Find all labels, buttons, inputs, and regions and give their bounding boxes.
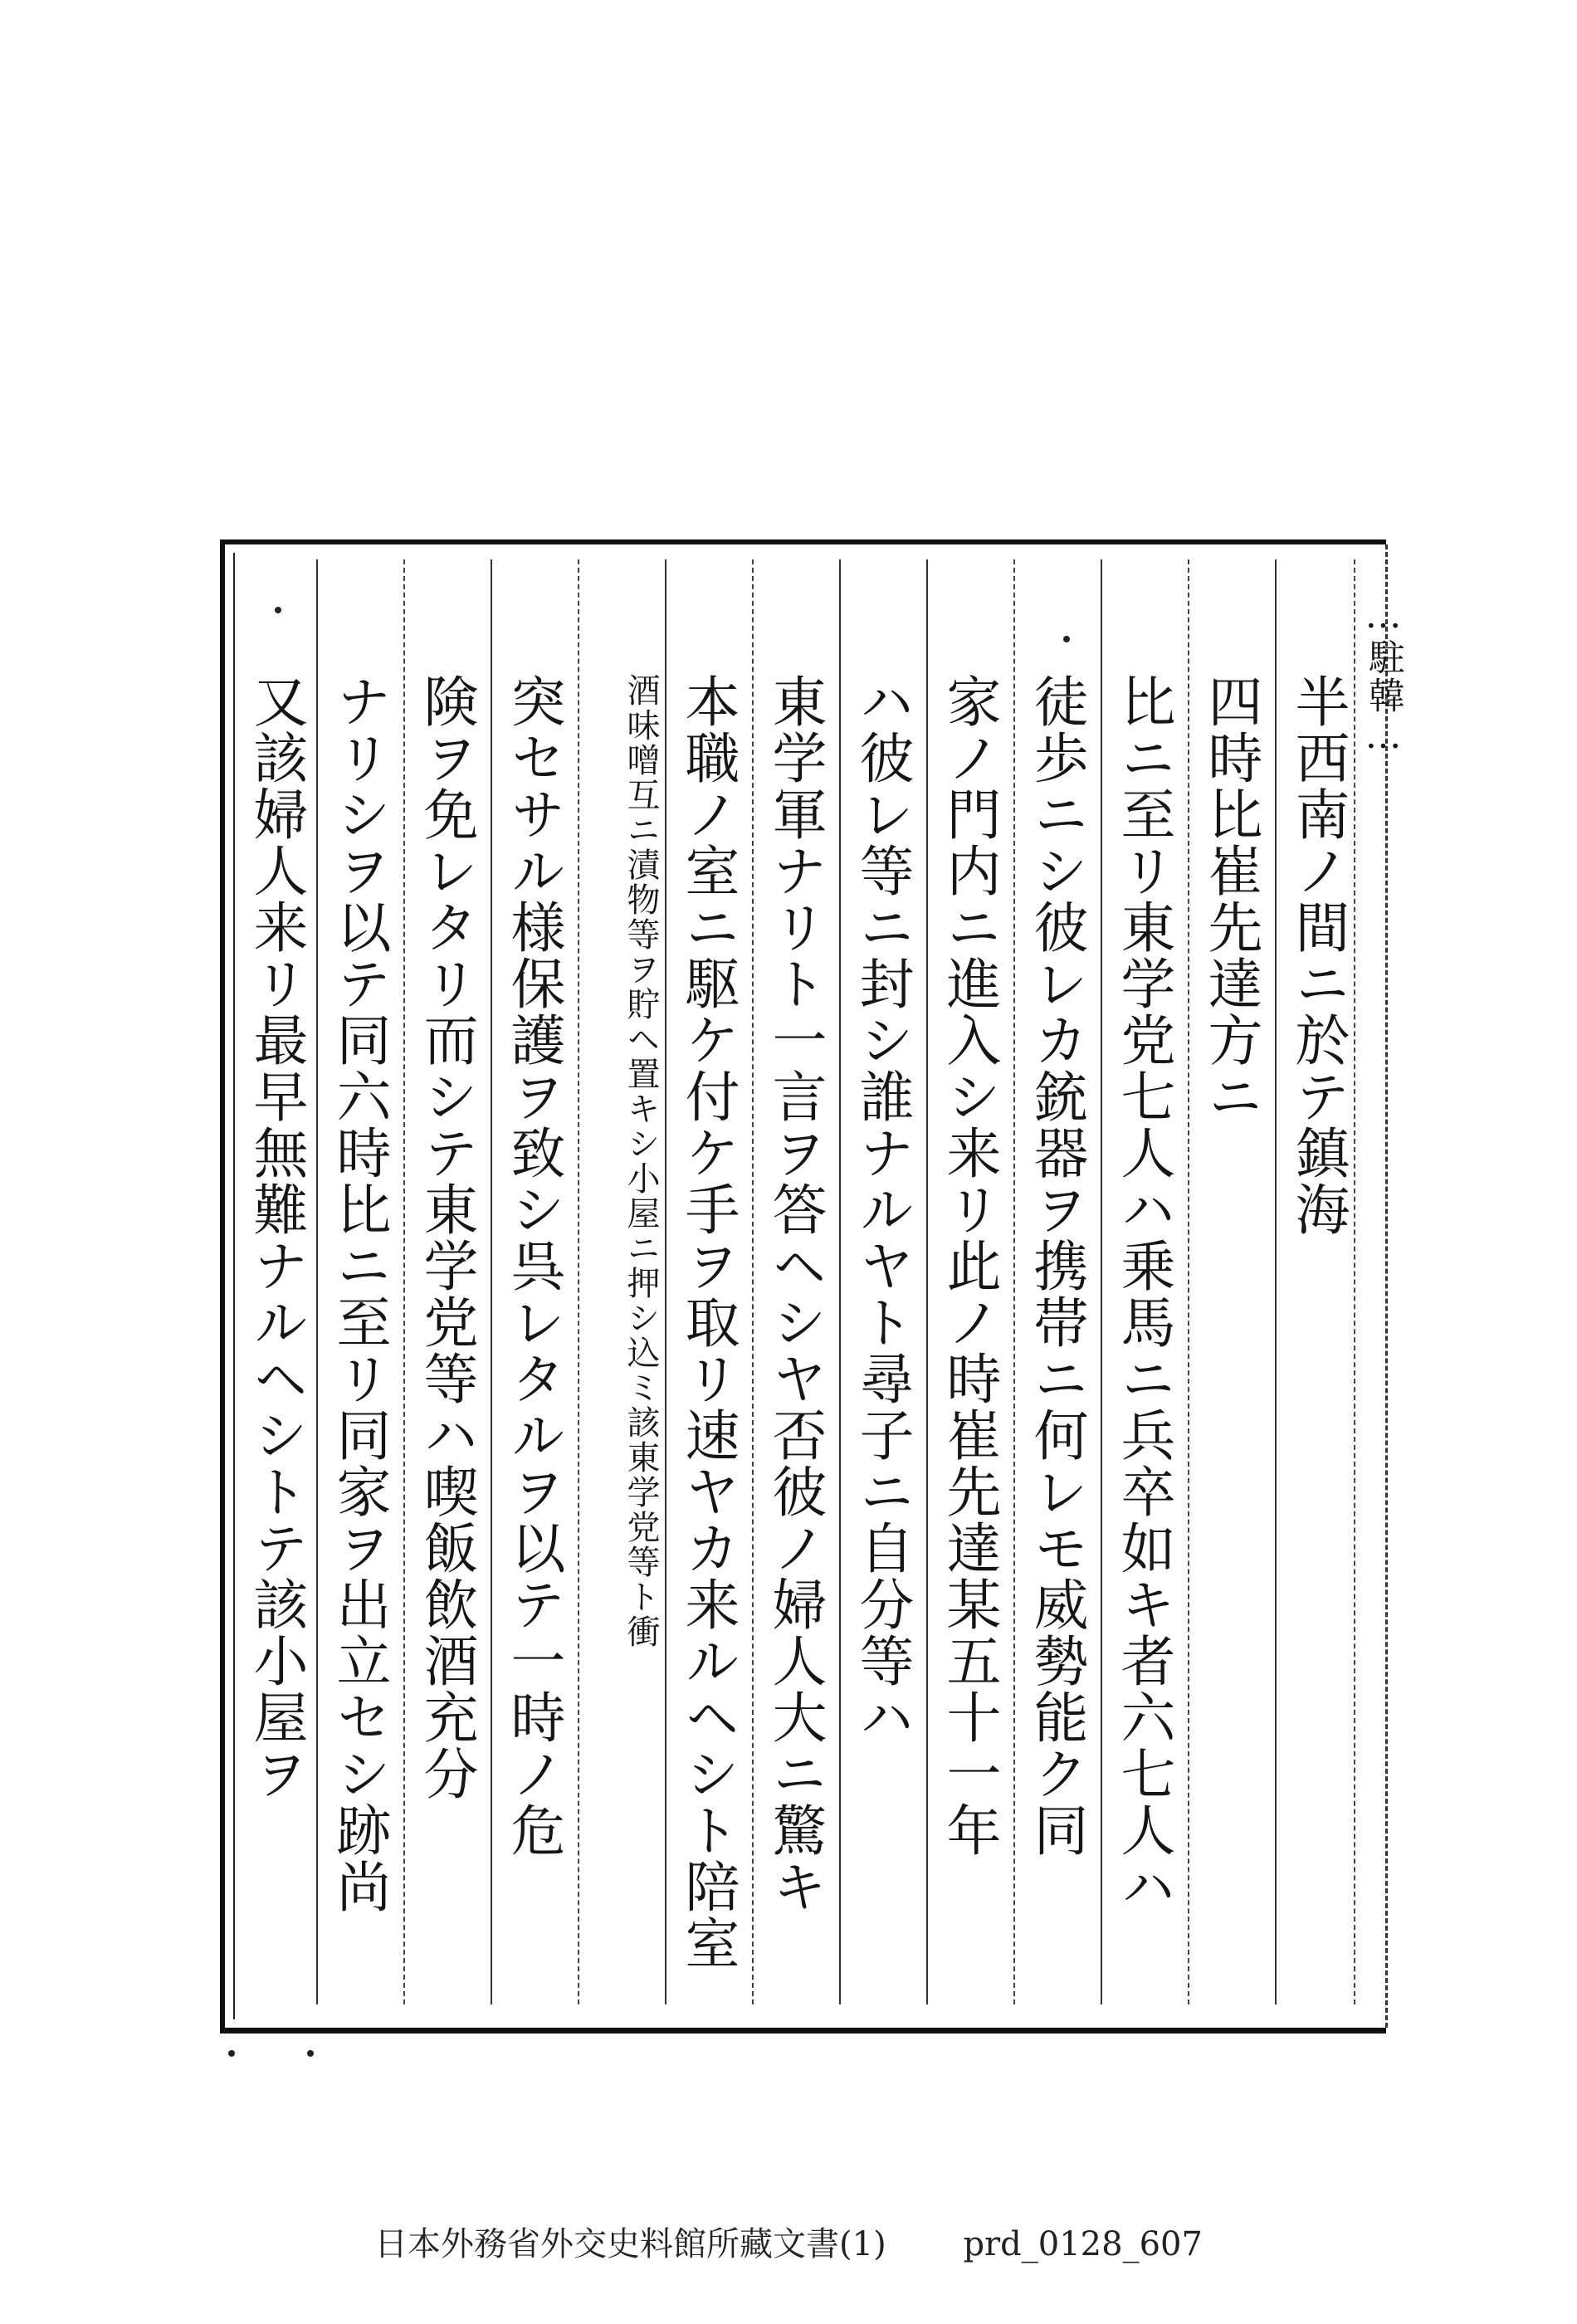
- column-rule: [1275, 559, 1277, 2004]
- document-id: prd_0128_607: [963, 2225, 1203, 2263]
- manuscript-frame: [220, 540, 1404, 2034]
- column-rule: [752, 559, 754, 2004]
- column-rule: [839, 559, 841, 2004]
- scan-speck-dot: [307, 2050, 314, 2057]
- text-column-7: 東学軍ナリト一言ヲ答ヘシヤ否彼ノ婦人大ニ驚キ: [763, 673, 827, 1915]
- text-column-3: 比ニ至リ東学党七人ハ乗馬ニ兵卒如キ者六七人ハ: [1111, 673, 1175, 1915]
- text-column-11: 険ヲ免レタリ而シテ東学党等ハ喫飯飲酒充分: [414, 673, 478, 1802]
- text-column-2: 四時比崔先達方ニ: [1199, 673, 1262, 1125]
- collection-caption: 日本外務省外交史料館所藏文書(1): [374, 2225, 886, 2263]
- column-rule: [1188, 559, 1189, 2004]
- column-rule: [491, 559, 492, 2004]
- page-footer: [0, 2218, 1577, 2265]
- column-rule: [578, 559, 579, 2004]
- column-rule: [316, 559, 318, 2004]
- column-mark-dot: [1063, 636, 1070, 642]
- scan-speck-dot: [228, 2050, 235, 2057]
- column-rule: [1101, 559, 1102, 2004]
- text-column-6: ハ彼レ等ニ封シ誰ナルヤト尋子ニ自分等ハ: [850, 673, 914, 1745]
- margin-header-text: …駐韓…: [1362, 594, 1404, 759]
- text-column-12: ナリシヲ以テ同六時比ニ至リ同家ヲ出立セシ跡尚: [327, 673, 391, 1915]
- text-column-13: 又該婦人来リ最早無難ナルヘシトテ該小屋ヲ: [244, 673, 308, 1802]
- text-column-10: 突セサル様保護ヲ致シ呉レタルヲ以テ一時ノ危: [501, 673, 565, 1858]
- text-column-1: 半西南ノ間ニ於テ鎮海: [1286, 673, 1350, 1238]
- text-column-8: 本職ノ室ニ駆ケ付ケ手ヲ取リ速ヤカ来ルヘシト陪室: [676, 673, 740, 1971]
- column-rule: [1013, 559, 1015, 2004]
- column-rule: [926, 559, 928, 2004]
- column-mark-dot: [275, 607, 281, 613]
- text-column-5: 家ノ門内ニ進入シ来リ此ノ時崔先達某五十一年: [937, 673, 1001, 1858]
- column-rule: [403, 559, 405, 2004]
- text-column-9: 酒味噌互ニ漬物等ヲ貯ヘ置キシ小屋ニ押シ込ミ該東学党等ト衝: [622, 673, 660, 1649]
- column-rule: [665, 559, 666, 2004]
- text-column-4: 徒歩ニシ彼レカ銃器ヲ携帯ニ何レモ威勢能ク同: [1024, 673, 1088, 1858]
